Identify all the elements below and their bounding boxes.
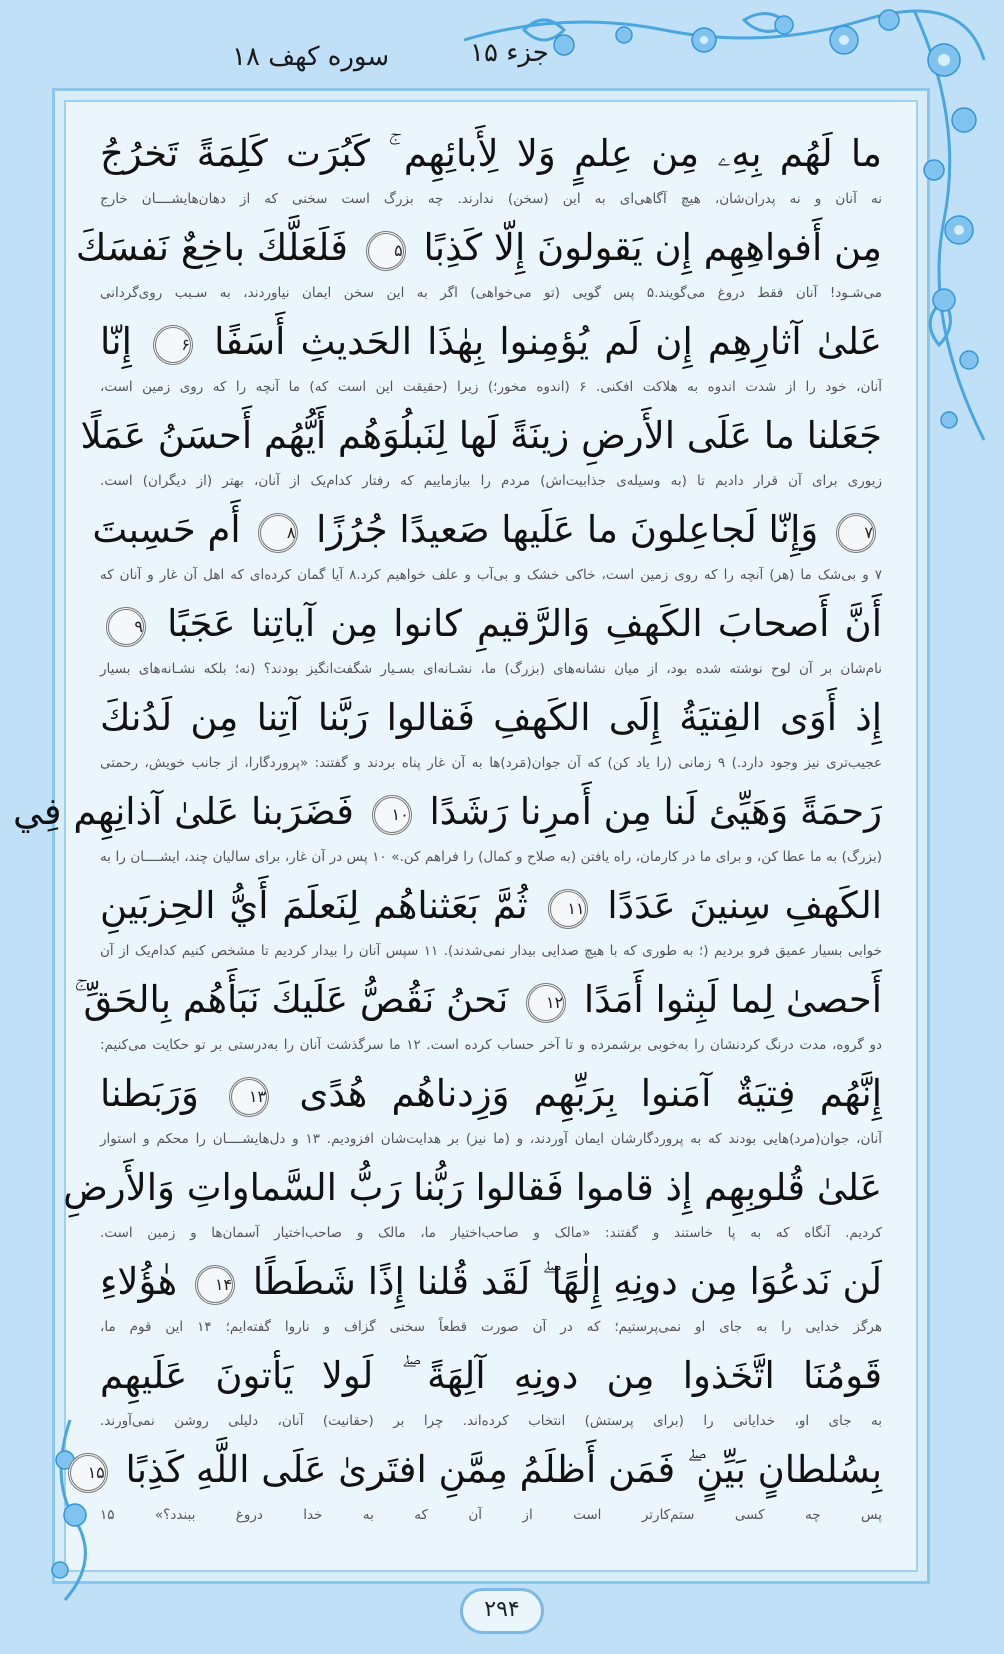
arabic-segment: فَلَعَلَّكَ باخِعٌ نَفسَكَ xyxy=(75,226,348,269)
verse-number-marker: ۵ xyxy=(366,231,406,271)
verse-line xyxy=(100,128,882,222)
verse-line xyxy=(100,316,882,410)
arabic-segment: وَإِنّا لَجاعِلونَ ما عَلَيها صَعيدًا جُرُزًا xyxy=(316,508,819,551)
arabic-segment: إِنّا xyxy=(100,320,132,363)
arabic-segment: هٰؤُلاءِ xyxy=(100,1260,178,1303)
arabic-line xyxy=(92,504,882,558)
page-header xyxy=(0,30,1004,80)
arabic-segment: أَحصىٰ لِما لَبِثوا أَمَدًا xyxy=(583,978,882,1021)
verse-number-marker: ۱۰ xyxy=(372,795,412,835)
translation-line: ۷ و بی‌شک ما (هر) آنچه را که روی زمین است، خاکی خشک و بی‌آب و علف خواهیم کرد.۸ آیا گمان کرده‌ای که اهل آن غار و آنان که xyxy=(100,567,882,583)
translation-line: هرگز خدایی را به جای او نمی‌پرستیم؛ که در آن صورت قطعاً سخنی گزاف و ناروا گفته‌ایم؛ ۱۴ این قوم ما، xyxy=(100,1319,882,1335)
arabic-line: قَومُنَا اتَّخَذوا مِن دونِهِ آلِهَةً ۖ لَولا يَأتونَ عَلَيهِم xyxy=(100,1354,882,1397)
arabic-segment: نَحنُ نَقُصُّ عَلَيكَ نَبَأَهُم بِالحَقِّ ۚ xyxy=(74,978,509,1021)
arabic-line xyxy=(100,880,882,934)
arabic-line: جَعَلنا ما عَلَى الأَرضِ زينَةً لَها لِنَبلُوَهُم أَيُّهُم أَحسَنُ عَمَلًا xyxy=(80,414,882,457)
arabic-segment: رَحمَةً وَهَيِّئ لَنا مِن أَمرِنا رَشَدًا xyxy=(429,790,882,833)
verse-line xyxy=(100,1256,882,1350)
arabic-line xyxy=(75,222,882,276)
verse-line xyxy=(92,504,882,598)
translation-line: عجیب‌تری نیز وجود دارد.) ۹ زمانی (را یاد کن) که آن جوان(مَرد)ها به آن غار پناه بردند و گفتند: «پروردگارا، از جانب خویش، رحمتی xyxy=(100,755,882,771)
verse-line xyxy=(100,692,882,786)
arabic-segment: أَنَّ أَصحابَ الكَهفِ وَالرَّقيمِ كانوا مِن آياتِنا عَجَبًا xyxy=(167,602,882,645)
page-number: ۲۹۴ xyxy=(460,1588,544,1634)
verse-number-marker: ۱۵ xyxy=(68,1453,108,1493)
translation-line: نام‌شان بر آن لوح نوشته شده بود، از میان نشانه‌های (بزرگ) ما، نشـانه‌ای بسـیار شگفت‌انگیز بودند؟ (نه؛ بلکه نشـانه‌های بسیار xyxy=(100,661,882,677)
arabic-segment: فَضَرَبنا عَلىٰ آذانِهِم فِي xyxy=(13,790,354,833)
verse-number-marker: ۶ xyxy=(153,325,193,365)
arabic-line xyxy=(87,1444,882,1498)
arabic-segment: مِن أَفواهِهِم إِن يَقولونَ إِلّا كَذِبًا xyxy=(423,226,882,269)
translation-line: می‌شـود! آنان فقط دروغ می‌گویند.۵ پس گویی (تو می‌خواهی) اگر به این سخن ایمان نیاوردند، به سـبب روی‌گردانی xyxy=(100,285,882,301)
translation-line: آنان، جوان(مرد)هایی بودند که به پروردگارشان ایمان آوردند، و (ما نیز) بر هدایت‌شان افزودیم. ۱۳ و دل‌هایشــــان را محکم و استوار xyxy=(100,1131,883,1147)
translation-line: پس چه کسی ستم‌کارتر است از آن که به خدا دروغ ببندد؟» ۱۵ xyxy=(100,1507,882,1523)
arabic-line xyxy=(100,1068,882,1122)
translation-line: زیوری برای آن قرار دادیم تا (به وسیله‌ی جذابیت‌اش) مردم را بیازماییم که رفتار کدام‌یک از آنان، بهتر (از دیگران) است. xyxy=(100,473,882,489)
juz-label: جزء ۱۵ xyxy=(470,38,549,68)
arabic-line xyxy=(100,598,882,652)
verse-line xyxy=(100,1350,882,1444)
arabic-segment: الكَهفِ سِنينَ عَدَدًا xyxy=(607,884,882,927)
arabic-line: ما لَهُم بِهِۦ مِن عِلمٍ وَلا لِأَبائِهِم ۚ كَبُرَت كَلِمَةً تَخرُجُ xyxy=(100,132,882,175)
quran-text-area xyxy=(13,128,883,1558)
verse-line xyxy=(63,1162,882,1256)
translation-line: کردیم. آنگاه که به پا خاستند و گفتند: «مالک و صاحب‌اختیار ما، مالک و صاحب‌اختیار آسمان‌ها و زمین است. xyxy=(100,1225,882,1241)
verse-line xyxy=(100,1068,882,1162)
verse-number-marker: ۹ xyxy=(106,607,146,647)
verse-line xyxy=(80,410,882,504)
verse-number-marker: ۱۱ xyxy=(548,889,588,929)
verse-line xyxy=(87,1444,882,1538)
surah-title: سوره کهف ۱۸ xyxy=(232,42,390,72)
arabic-line xyxy=(100,316,882,370)
verse-line xyxy=(13,786,882,880)
arabic-segment: إِنَّهُم فِتيَةٌ آمَنوا بِرَبِّهِم وَزِدناهُم هُدًى xyxy=(299,1072,883,1115)
translation-line: نه آنان و نه پدران‌شان، هیچ آگاهی‌ای به این (سخن) ندارند. چه بزرگ است سخنی که از دهان‌هایشــــان خارج xyxy=(100,191,882,207)
verse-number-marker: ۷ xyxy=(836,513,876,553)
arabic-segment: وَرَبَطنا xyxy=(100,1072,199,1115)
arabic-segment: عَلىٰ آثارِهِم إِن لَم يُؤمِنوا بِهٰذَا الحَديثِ أَسَفًا xyxy=(214,320,883,363)
arabic-segment: لَن نَدعُوَا مِن دونِهِ إِلٰهًا ۖ لَقَد قُلنا إِذًا شَطَطًا xyxy=(252,1260,882,1303)
verse-line xyxy=(100,880,882,974)
verse-number-marker: ۱۳ xyxy=(229,1077,269,1117)
verse-number-marker: ۱۲ xyxy=(526,983,566,1023)
arabic-line: عَلىٰ قُلوبِهِم إِذ قاموا فَقالوا رَبُّنا رَبُّ السَّماواتِ وَالأَرضِ xyxy=(63,1166,882,1209)
verse-line xyxy=(75,222,882,316)
translation-line: به جای او، خدایانی را (برای پرستش) انتخاب کرده‌اند. چرا بر (حقانیت) آنان، دلیلی روشن نمی‌آورند. xyxy=(100,1413,882,1429)
verse-number-marker: ۸ xyxy=(258,513,298,553)
verse-line xyxy=(100,598,882,692)
arabic-segment: بِسُلطانٍ بَيِّنٍ ۖ فَمَن أَظلَمُ مِمَّنِ افتَرىٰ عَلَى اللَّهِ كَذِبًا xyxy=(125,1448,882,1491)
translation-line: آنان، خود را از شدت اندوه به هلاکت افکنی. ۶ (اندوه مخور؛) زیرا (حقیقت این است که) ما آنچه را که روی زمین است، xyxy=(100,379,882,395)
arabic-line xyxy=(13,786,882,840)
arabic-line: إِذ أَوَى الفِتيَةُ إِلَى الكَهفِ فَقالوا رَبَّنا آتِنا مِن لَدُنكَ xyxy=(100,696,882,739)
arabic-segment: أَم حَسِبتَ xyxy=(92,508,241,551)
verse-line xyxy=(74,974,882,1068)
arabic-segment: ثُمَّ بَعَثناهُم لِنَعلَمَ أَيُّ الحِزبَينِ xyxy=(100,884,528,927)
arabic-line xyxy=(74,974,882,1028)
arabic-line xyxy=(100,1256,882,1310)
translation-line: دو گروه، مدت درنگ کردنشان را به‌خوبی برشمرده و تا آخر حساب کرده است. ۱۲ ما سرگذشت آنان را به‌درستی بر تو حکایت می‌کنیم: xyxy=(100,1037,882,1053)
translation-line: خوابی بسیار عمیق فرو بردیم (؛ به طوری که با هیچ صدایی بیدار نمی‌شدند). ۱۱ سپس آنان را بیدار کردیم تا مشخص کنیم کدام‌یک از آن xyxy=(100,943,882,959)
verse-number-marker: ۱۴ xyxy=(195,1265,235,1305)
translation-line: (بزرگ) به ما عطا کن، و برای ما در کارمان، راه یافتن (به صلاح و کمال) را فراهم کن.» ۱۰ پس در آن غار، برای سالیان چند، ایشــــان را به xyxy=(100,849,882,865)
